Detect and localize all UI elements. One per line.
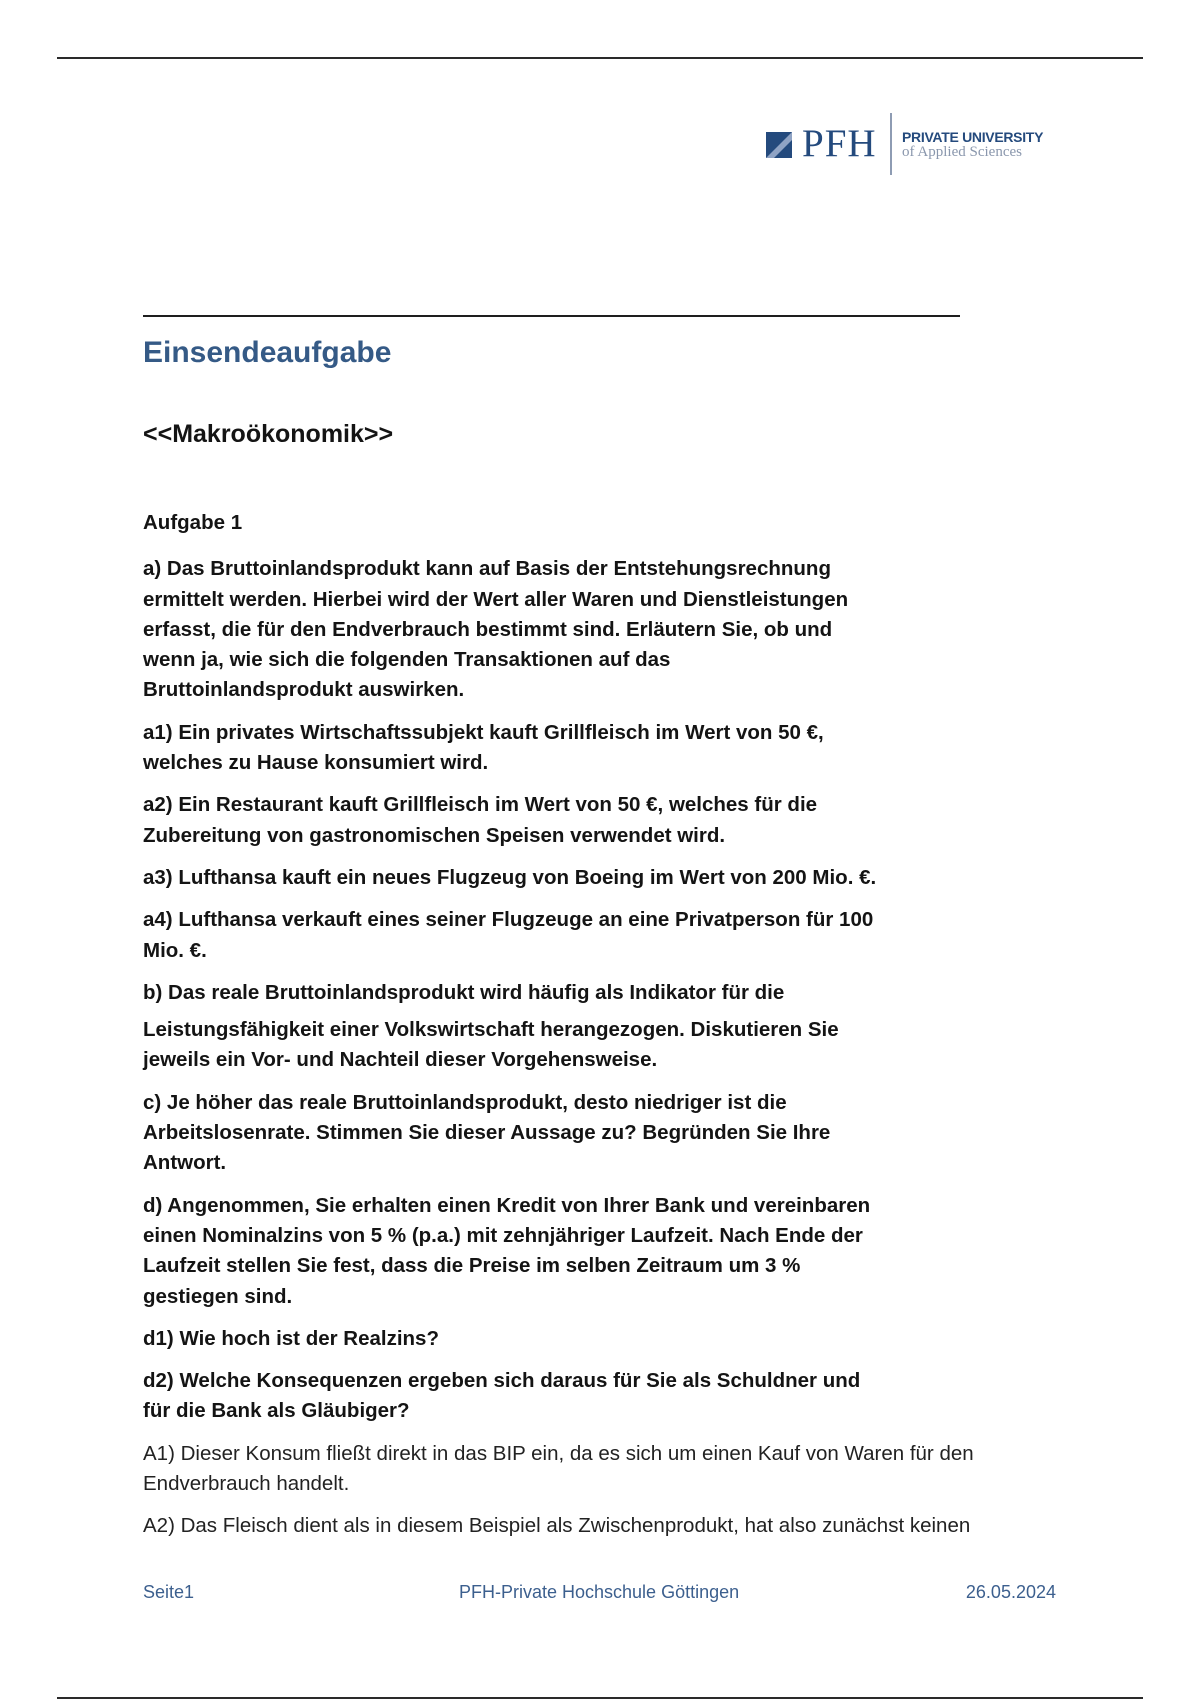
question-a3: a3) Lufthansa kauft ein neues Flugzeug von Boeing im Wert von 200 Mio. €. [143, 865, 877, 889]
question-d1: d1) Wie hoch ist der Realzins? [143, 1326, 439, 1350]
answer-a1: A1) Dieser Konsum fließt direkt in das BIP ein, da es sich um einen Kauf von Waren für den Endverbrauch handelt. [143, 1441, 974, 1496]
answer-a2: A2) Das Fleisch dient als in diesem Beispiel als Zwischenprodukt, hat also zunächst keinen [143, 1514, 971, 1538]
logo-divider [890, 113, 892, 175]
task-heading: Aufgabe 1 [143, 511, 243, 534]
footer-page-number: Seite1 [143, 1582, 195, 1602]
question-b-line1: b) Das reale Bruttoinlandsprodukt wird häufig als Indikator für die [143, 980, 785, 1004]
question-a2: a2) Ein Restaurant kauft Grillfleisch im Wert von 50 €, welches für die Zubereitung von gastronomischen Speisen verwendet wird. [143, 793, 818, 847]
logo-tagline-1: PRIVATE UNIVERSITY [902, 129, 1044, 145]
pfh-logo [766, 113, 1066, 177]
footer-date: 26.05.2024 [965, 1582, 1056, 1602]
question-a4: a4) Lufthansa verkauft eines seiner Flugzeuge an eine Privatperson für 100 Mio. €. [143, 908, 874, 962]
logo-brand-text: PFH [802, 122, 877, 165]
question-a1: a1) Ein privates Wirtschaftssubjekt kauft Grillfleisch im Wert von 50 €, welches zu Hause konsumiert wird. [143, 720, 824, 775]
title-rule [143, 315, 960, 317]
page-bottom-border [57, 1697, 1143, 1699]
document-subtitle: <<Makroökonomik>> [143, 420, 394, 448]
question-d2: d2) Welche Konsequenzen ergeben sich daraus für Sie als Schuldner und für die Bank als Gläubiger? [143, 1369, 861, 1423]
document-body [143, 508, 1063, 1553]
question-a: a) Das Bruttoinlandsprodukt kann auf Basis der Entstehungsrechnung ermittelt werden. Hierbei wird der Wert aller Waren und Dienstleistungen erfasst, die für den Endverbrauch bestimmt sind. Erläutern Sie, ob und wenn ja, wie sich die folgenden Transaktionen auf das Bruttoinlandsprodukt auswirken. [143, 557, 849, 702]
question-d: d) Angenommen, Sie erhalten einen Kredit von Ihrer Bank und vereinbaren einen Nominalzins von 5 % (p.a.) mit zehnjähriger Laufzeit. Nach Ende der Laufzeit stellen Sie fest, dass die Preise im selben Zeitraum um 3 % gestiegen sind. [143, 1193, 871, 1308]
page-top-border [57, 57, 1143, 59]
page-footer [143, 1580, 1056, 1604]
document-title: Einsendeaufgabe [143, 336, 392, 369]
footer-institution: PFH-Private Hochschule Göttingen [459, 1582, 740, 1602]
logo-tagline-2: of Applied Sciences [902, 144, 1022, 160]
logo-mark-icon [766, 132, 792, 158]
question-b-continued: Leistungsfähigkeit einer Volkswirtschaft herangezogen. Diskutieren Sie jeweils ein Vor- und Nachteil dieser Vorgehensweise. [143, 1018, 839, 1072]
question-c: c) Je höher das reale Bruttoinlandsprodukt, desto niedriger ist die Arbeitslosenrate. Stimmen Sie dieser Aussage zu? Begründen Sie Ihre Antwort. [143, 1090, 831, 1175]
